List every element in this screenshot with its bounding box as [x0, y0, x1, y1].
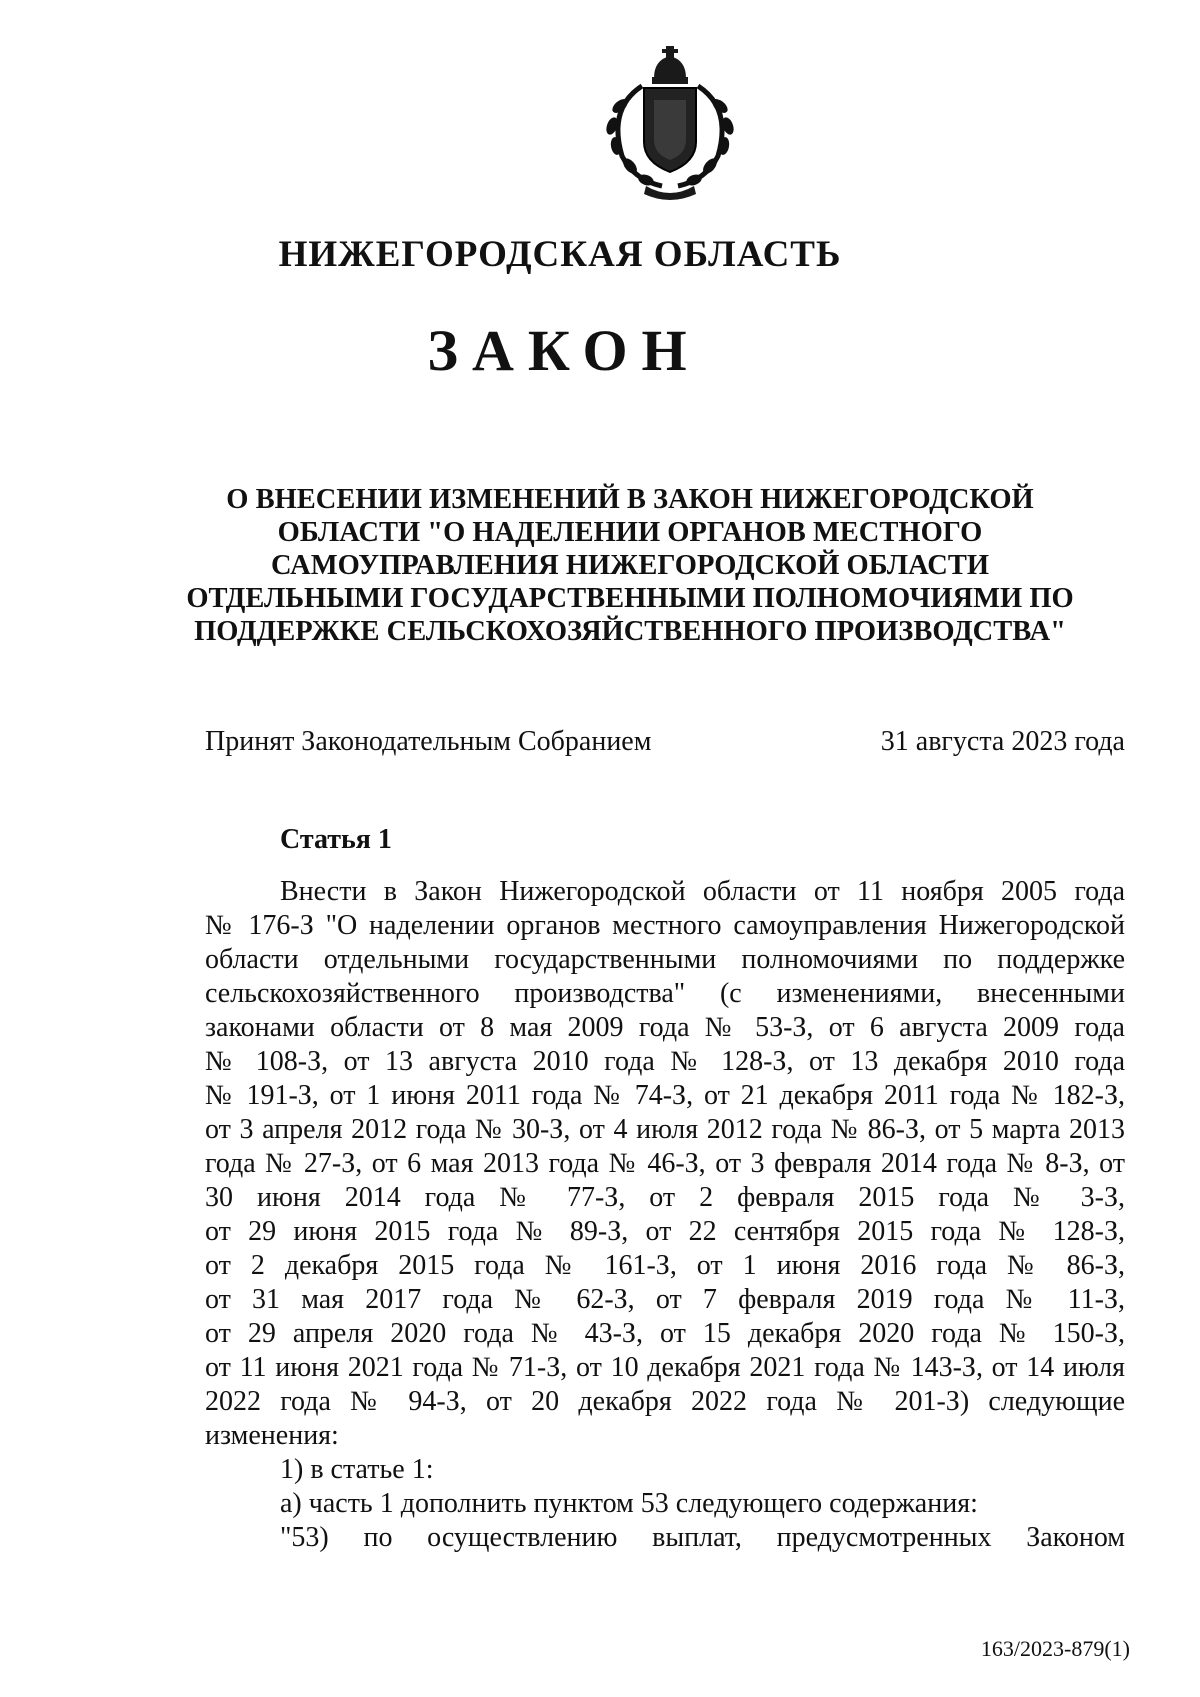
- body-text-line: от 11 июня 2021 года № 71-З, от 10 декабря 2021 года № 143-З, от 14 июля: [205, 1352, 1125, 1383]
- document-number: 163/2023-879(1): [980, 1636, 1130, 1661]
- region-title: НИЖЕГОРОДСКАЯ ОБЛАСТЬ: [278, 234, 842, 275]
- law-title-line: ОБЛАСТИ "О НАДЕЛЕНИИ ОРГАНОВ МЕСТНОГО: [277, 517, 983, 548]
- document-type-heading: ЗАКОН: [427, 318, 701, 383]
- law-title-line: ОТДЕЛЬНЫМИ ГОСУДАРСТВЕННЫМИ ПОЛНОМОЧИЯМИ ПО: [186, 583, 1074, 614]
- adoption-date: 31 августа 2023 года: [880, 726, 1125, 757]
- body-text-line: изменения:: [205, 1420, 339, 1451]
- adoption-label: Принят Законодательным Собранием: [205, 726, 652, 757]
- body-text-line: № 176-З "О наделении органов местного самоуправления Нижегородской: [205, 910, 1125, 941]
- body-text-line: № 191-З, от 1 июня 2011 года № 74-З, от 21 декабря 2011 года № 182-З,: [205, 1080, 1125, 1111]
- law-title-line: САМОУПРАВЛЕНИЯ НИЖЕГОРОДСКОЙ ОБЛАСТИ: [270, 550, 990, 581]
- law-title: [180, 483, 1080, 648]
- body-text-line: года № 27-З, от 6 мая 2013 года № 46-З, от 3 февраля 2014 года № 8-З, от: [205, 1148, 1125, 1179]
- body-text-line: 2022 года № 94-З, от 20 декабря 2022 года № 201-З) следующие: [205, 1386, 1125, 1417]
- list-item-text: а) часть 1 дополнить пунктом 53 следующего содержания:: [280, 1488, 978, 1519]
- body-text-line: от 2 декабря 2015 года № 161-З, от 1 июня 2016 года № 86-З,: [205, 1250, 1125, 1281]
- law-title-line: ПОДДЕРЖКЕ СЕЛЬСКОХОЗЯЙСТВЕННОГО ПРОИЗВОДСТВА": [194, 616, 1066, 647]
- adoption-line: [205, 725, 1125, 759]
- body-text-line: от 31 мая 2017 года № 62-З, от 7 февраля 2019 года № 11-З,: [205, 1284, 1125, 1315]
- body-text-line: от 3 апреля 2012 года № 30-З, от 4 июля 2012 года № 86-З, от 5 марта 2013: [205, 1114, 1125, 1145]
- body-text-line: Внести в Закон Нижегородской области от 11 ноября 2005 года: [280, 876, 1125, 907]
- body-text-line: 30 июня 2014 года № 77-З, от 2 февраля 2015 года № 3-З,: [205, 1182, 1125, 1213]
- coat-of-arms-icon: [590, 44, 750, 202]
- body-text-line: сельскохозяйственного производства" (с изменениями, внесенными: [205, 978, 1125, 1009]
- body-text-line: от 29 июня 2015 года № 89-З, от 22 сентября 2015 года № 128-З,: [205, 1216, 1125, 1247]
- body-text-line: "53) по осуществлению выплат, предусмотренных Законом: [280, 1522, 1125, 1553]
- article-heading: Статья 1: [280, 824, 392, 855]
- body-text-line: № 108-З, от 13 августа 2010 года № 128-З, от 13 декабря 2010 года: [205, 1046, 1125, 1077]
- body-text-line: законами области от 8 мая 2009 года № 53-З, от 6 августа 2009 года: [205, 1012, 1125, 1043]
- law-title-line: О ВНЕСЕНИИ ИЗМЕНЕНИЙ В ЗАКОН НИЖЕГОРОДСКОЙ: [226, 484, 1034, 515]
- list-item-text: 1) в статье 1:: [280, 1454, 434, 1485]
- body-text-line: от 29 апреля 2020 года № 43-З, от 15 декабря 2020 года № 150-З,: [205, 1318, 1125, 1349]
- body-text-line: области отдельными государственными полномочиями по поддержке: [205, 944, 1125, 975]
